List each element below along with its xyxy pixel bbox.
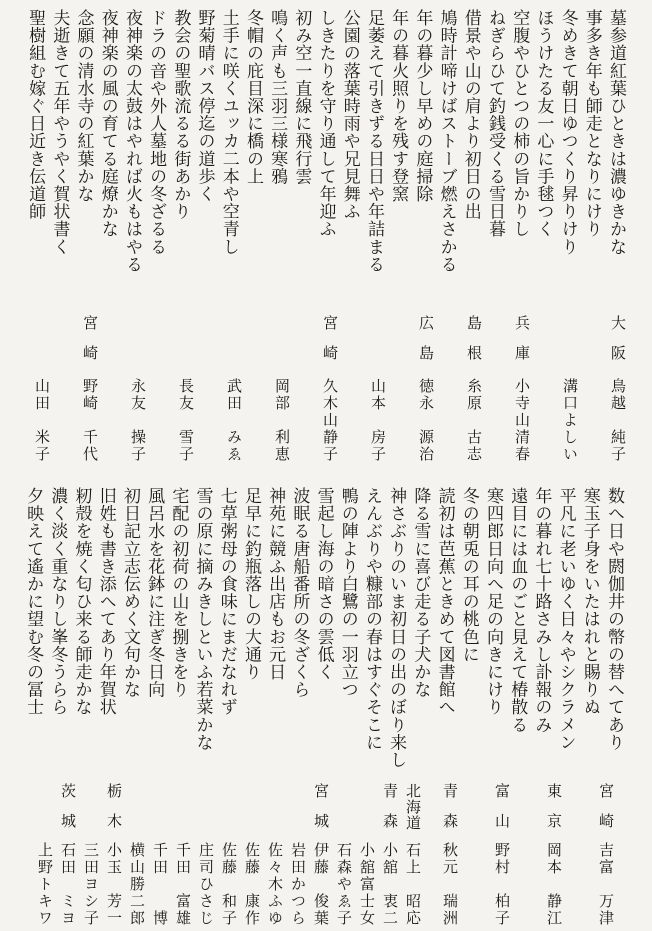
author-name: 秋元 瑞洲 <box>441 842 459 927</box>
haiku-column: 年の暮少し早めの庭掃除 <box>412 9 433 203</box>
haiku-column: 土手に咲くユッカ二本や空青し <box>218 9 239 256</box>
prefecture-label: 茨城 <box>59 783 77 843</box>
haiku-column: 夕映えて遙かに望む冬の冨士 <box>23 487 44 716</box>
bottom-authors-block <box>33 783 632 929</box>
prefecture-label: 宮城 <box>312 783 330 843</box>
author-column <box>171 783 194 929</box>
top-haiku-block <box>23 9 628 301</box>
author-name: 千田 富雄 <box>174 842 192 927</box>
author-column <box>546 315 594 465</box>
haiku-column: 宅配の初荷の山を捌きをり <box>168 487 189 699</box>
haiku-column: 鴨の陣より白鷺の一羽立つ <box>337 487 358 699</box>
haiku-column: 鳴く声も三羽三様寒鴉 <box>267 9 288 185</box>
author-name: 長友 雪子 <box>177 378 195 463</box>
haiku-column: 寒四郎日向へ足の向きにけり <box>482 487 503 716</box>
author-name: 横山勝二郎 <box>128 842 146 927</box>
haiku-column: 遠目には血のごと見えて椿散る <box>507 487 528 734</box>
prefecture-label: 東京 <box>545 783 563 843</box>
author-column <box>306 315 354 465</box>
author-name: 小舘富士女 <box>358 842 376 927</box>
author-name: 三田ヨシ子 <box>82 842 100 927</box>
haiku-column: 借景や山の肩より初日の出 <box>460 9 481 221</box>
author-name: 山本 房子 <box>369 378 387 463</box>
author-column <box>114 315 162 465</box>
author-column <box>102 783 125 929</box>
author-column <box>354 315 402 465</box>
haiku-column: 野菊晴バス停迄の道歩く <box>194 9 215 203</box>
haiku-column: 年の暮れ七十路さみし訃報のみ <box>531 487 552 734</box>
haiku-column: 聖樹組む嫁ぐ日近き伝道師 <box>25 9 46 221</box>
haiku-column: 足萎えて引きずる日日や年詰まる <box>363 9 384 273</box>
haiku-column: 雪の原に摘みきしといふ若菜かな <box>192 487 213 751</box>
author-name: 庄司ひさじ <box>197 842 215 927</box>
haiku-column: 墓参道紅葉ひときは濃ゆきかな <box>606 9 626 256</box>
author-column <box>424 783 476 929</box>
author-name: 徳永 源治 <box>417 378 435 463</box>
haiku-column: 旧姓も書き添へてあり年賀状 <box>95 487 116 716</box>
haiku-column: 数へ日や閼伽井の幣の替へてあり <box>604 487 624 751</box>
author-column <box>594 315 642 465</box>
haiku-column: 冬帽の庇目深に橋の上 <box>242 9 263 185</box>
author-column <box>402 315 450 465</box>
author-column <box>401 783 424 929</box>
author-column <box>528 783 580 929</box>
author-column <box>309 783 332 929</box>
author-name: 石森やゑ子 <box>335 842 353 927</box>
haiku-column: 夜神楽の風の育てる庭燎かな <box>97 9 118 238</box>
author-name: 岡本 静江 <box>545 842 563 927</box>
haiku-column: 夜神楽の太鼓はやれば火もはやる <box>121 9 142 273</box>
prefecture-label: 宮崎 <box>597 783 615 843</box>
haiku-column: ねぎらひて釣銭受くる雪日暮 <box>484 9 505 238</box>
prefecture-label: 青森 <box>381 783 399 843</box>
haiku-column: 平凡に老いゆく日々やシクラメン <box>555 487 576 751</box>
author-name: 岩田かつら <box>289 842 307 927</box>
author-name: 小玉 芳一 <box>105 842 123 927</box>
haiku-column: 足早に釣瓶落しの大通り <box>240 487 261 681</box>
haiku-column: 波眠る唐船番所の冬ざくら <box>289 487 310 699</box>
haiku-column: 籾殻を焼く匂ひ来る師走かな <box>71 487 92 716</box>
prefecture-label: 青森 <box>441 783 459 843</box>
author-name: 岡部 利恵 <box>273 378 291 463</box>
author-column <box>450 315 498 465</box>
author-column <box>355 783 378 929</box>
prefecture-label: 島根 <box>465 315 483 375</box>
author-name: 千田 博 <box>151 842 169 927</box>
prefecture-label: 兵庫 <box>513 315 531 375</box>
author-column <box>332 783 355 929</box>
author-name: 小寺山清春 <box>513 378 531 463</box>
prefecture-label: 北海道 <box>404 783 422 831</box>
haiku-column: 教会の聖歌流るる街あかり <box>170 9 191 221</box>
haiku-column: ほうけたる友一心に手毬つく <box>533 9 554 238</box>
author-name: 吉富 万津 <box>597 842 615 927</box>
author-name: 石田 ミヨ <box>59 842 77 927</box>
author-column <box>498 315 546 465</box>
author-column <box>476 783 528 929</box>
author-column <box>210 315 258 465</box>
author-column <box>263 783 286 929</box>
author-name: 上野トキワ <box>36 842 54 927</box>
haiku-column: 年の暮火照りを残す登窯 <box>388 9 409 203</box>
haiku-column: えんぶりや糠部の春はすぐそこに <box>361 487 382 751</box>
author-name: 久木山静子 <box>321 378 339 463</box>
author-column <box>56 783 79 929</box>
prefecture-label: 宮崎 <box>81 315 99 375</box>
author-column <box>18 315 66 465</box>
author-column <box>286 783 309 929</box>
author-name: 佐藤 和子 <box>220 842 238 927</box>
author-name: 石上 昭応 <box>404 842 422 927</box>
haiku-column: 鳩時計啼けばストーブ燃えさかる <box>436 9 457 273</box>
haiku-column: ドラの音や外人墓地の冬ざるる <box>146 9 167 256</box>
author-name: 伊藤 俊葉 <box>312 842 330 927</box>
bottom-haiku-block <box>21 487 626 787</box>
haiku-column: 風呂水を花鉢に注ぎ冬日向 <box>144 487 165 699</box>
author-name: 佐々木ふゆ <box>266 842 284 927</box>
haiku-column: 濃く淡く重なりし峯冬うらら <box>47 487 68 716</box>
author-column <box>240 783 263 929</box>
haiku-column: 夫逝きて五年やうやく賀状書く <box>49 9 70 256</box>
author-name: 小舘 衷二 <box>381 842 399 927</box>
author-name: 糸原 古志 <box>465 378 483 463</box>
haiku-column: 読初は芭蕉ときめて図書館へ <box>434 487 455 716</box>
author-name: 野崎 千代 <box>81 378 99 463</box>
top-authors-block <box>18 315 642 465</box>
author-name: 野村 柏子 <box>493 842 511 927</box>
prefecture-label: 栃木 <box>105 783 123 843</box>
haiku-column: 念願の清水寺の紅葉かな <box>73 9 94 203</box>
author-column <box>79 783 102 929</box>
haiku-column: 神苑に競ふ出店もお元日 <box>265 487 286 681</box>
prefecture-label: 大阪 <box>609 315 627 375</box>
haiku-column: 初み空一直線に飛行雲 <box>291 9 312 185</box>
author-column <box>33 783 56 929</box>
author-name: 山田 米子 <box>33 378 51 463</box>
haiku-column: 降る雪に喜び走る子犬かな <box>410 487 431 699</box>
author-column <box>194 783 217 929</box>
haiku-column: 寒玉子身をいたはれと賜りぬ <box>579 487 600 716</box>
author-name: 鳥越 純子 <box>609 378 627 463</box>
haiku-column: 冬の朝兎の耳の桃色に <box>458 487 479 663</box>
author-name: 武田 みゑ <box>225 378 243 463</box>
author-name: 佐藤 康作 <box>243 842 261 927</box>
haiku-column: しきたりを守り通して年迎ふ <box>315 9 336 238</box>
haiku-column: 神さぶりのいま初日の出のぼり来し <box>386 487 407 769</box>
haiku-column: 事多き年も師走となりにけり <box>581 9 602 238</box>
haiku-column: 公園の落葉時雨や兄見舞ふ <box>339 9 360 221</box>
author-name: 永友 操子 <box>129 378 147 463</box>
haiku-column: 初日記立志伝めく文句かな <box>119 487 140 699</box>
author-column <box>258 315 306 465</box>
author-column <box>378 783 401 929</box>
author-column <box>125 783 148 929</box>
author-column <box>217 783 240 929</box>
haiku-column: 空腹やひとつの柿の旨かりし <box>509 9 530 238</box>
author-column <box>66 315 114 465</box>
haiku-column: 七草粥母の食味にまだなれず <box>216 487 237 716</box>
author-column <box>580 783 632 929</box>
author-column <box>148 783 171 929</box>
author-name: 溝口よしい <box>561 378 579 463</box>
prefecture-label: 宮崎 <box>321 315 339 375</box>
author-column <box>162 315 210 465</box>
prefecture-label: 富山 <box>493 783 511 843</box>
haiku-column: 冬めきて朝日ゆつくり昇りけり <box>557 9 578 256</box>
prefecture-label: 広島 <box>417 315 435 375</box>
haiku-column: 雪起し海の暗さの雲低く <box>313 487 334 681</box>
